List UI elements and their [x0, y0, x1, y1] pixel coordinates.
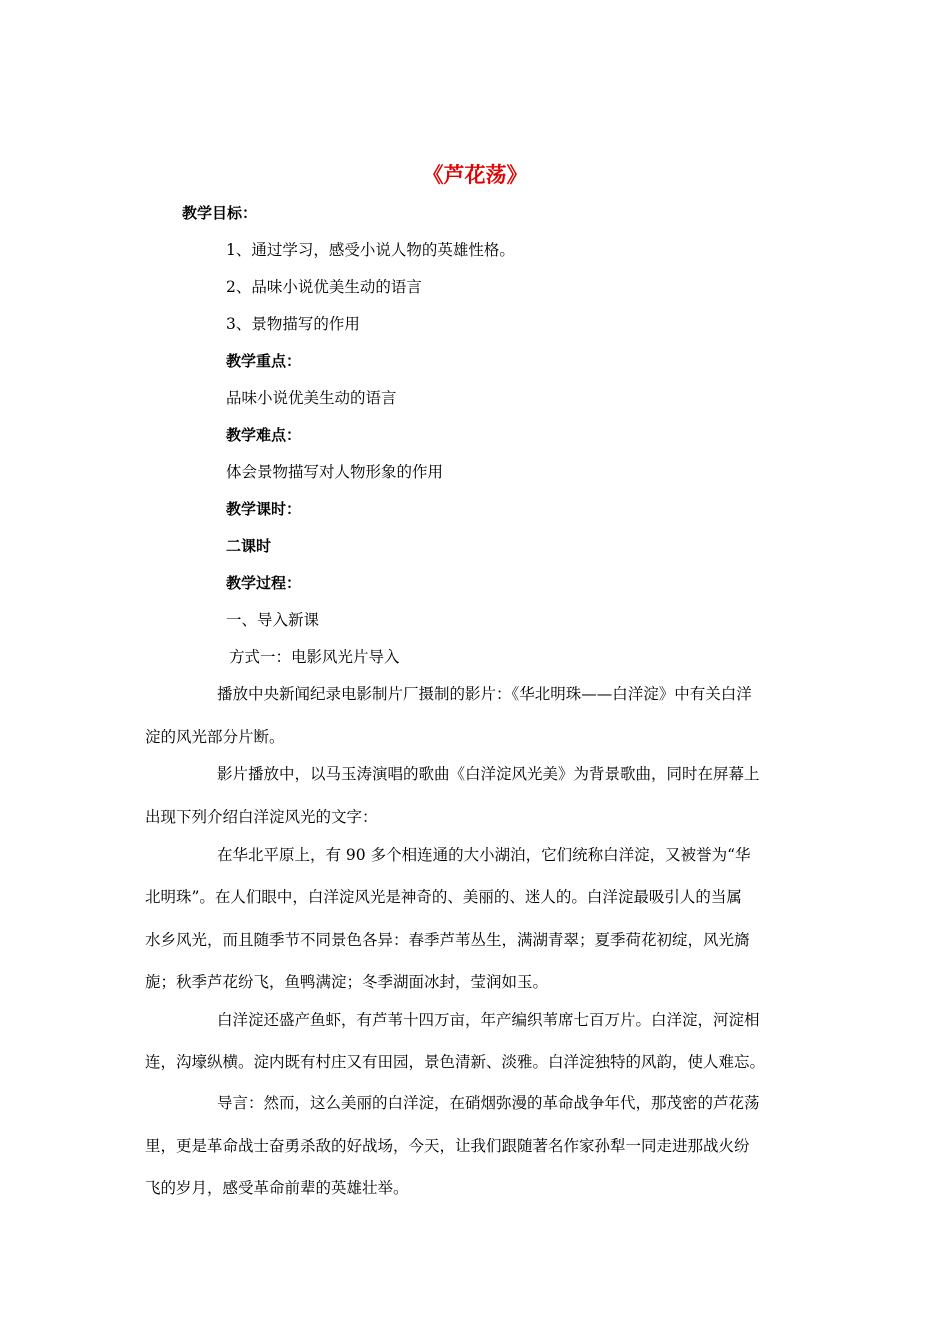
paragraph-line: 在华北平原上，有 90 多个相连通的大小湖泊，它们统称白洋淀，又被誉为“华: [217, 846, 751, 864]
paragraph-line: 白洋淀还盛产鱼虾，有芦苇十四万亩，年产编织苇席七百万片。白洋淀，河淀相: [217, 1011, 760, 1029]
paragraph-line: 北明珠”。在人们眼中，白洋淀风光是神奇的、美丽的、迷人的。白洋淀最吸引人的当属: [145, 888, 742, 906]
difficulty-heading: 教学难点：: [226, 426, 302, 444]
key-point-text: 品味小说优美生动的语言: [226, 389, 397, 407]
paragraph-line: 连，沟壕纵横。淀内既有村庄又有田园，景色清新、淡雅。白洋淀独特的风韵，使人难忘。: [145, 1053, 766, 1071]
paragraph-line: 里，更是革命战士奋勇杀敌的好战场，今天，让我们跟随著名作家孙犁一同走进那战火纷: [145, 1137, 750, 1155]
paragraph-line: 淀的风光部分片断。: [145, 728, 285, 746]
paragraph-line: 出现下列介绍白洋淀风光的文字：: [145, 808, 378, 826]
hours-text: 二课时: [226, 537, 272, 555]
document-title: 《芦花荡》: [422, 163, 528, 187]
objective-item: 2、品味小说优美生动的语言: [226, 278, 422, 296]
paragraph-line: 播放中央新闻纪录电影制片厂摄制的影片：《华北明珠——白洋淀》中有关白洋: [217, 685, 752, 703]
method-heading: 方式一：电影风光片导入: [229, 648, 400, 666]
key-point-heading: 教学重点：: [226, 352, 302, 370]
paragraph-line: 影片播放中，以马玉涛演唱的歌曲《白洋淀风光美》为背景歌曲，同时在屏幕上: [217, 765, 760, 783]
hours-heading: 教学课时：: [226, 500, 302, 518]
paragraph-line: 飞的岁月，感受革命前辈的英雄壮举。: [145, 1179, 409, 1197]
paragraph-line: 导言：然而，这么美丽的白洋淀，在硝烟弥漫的革命战争年代，那茂密的芦花荡: [217, 1094, 760, 1112]
section-heading: 一、导入新课: [226, 611, 320, 629]
paragraph-line: 水乡风光，而且随季节不同景色各异：春季芦苇丛生，满湖青翠；夏季荷花初绽，风光旖: [145, 931, 750, 949]
objective-item: 3、景物描写的作用: [226, 315, 360, 333]
objectives-heading: 教学目标：: [182, 204, 258, 222]
difficulty-text: 体会景物描写对人物形象的作用: [226, 463, 444, 481]
process-heading: 教学过程：: [226, 574, 302, 592]
objective-item: 1、通过学习，感受小说人物的英雄性格。: [226, 241, 515, 259]
paragraph-line: 旎；秋季芦花纷飞，鱼鸭满淀；冬季湖面冰封，莹润如玉。: [145, 973, 549, 991]
